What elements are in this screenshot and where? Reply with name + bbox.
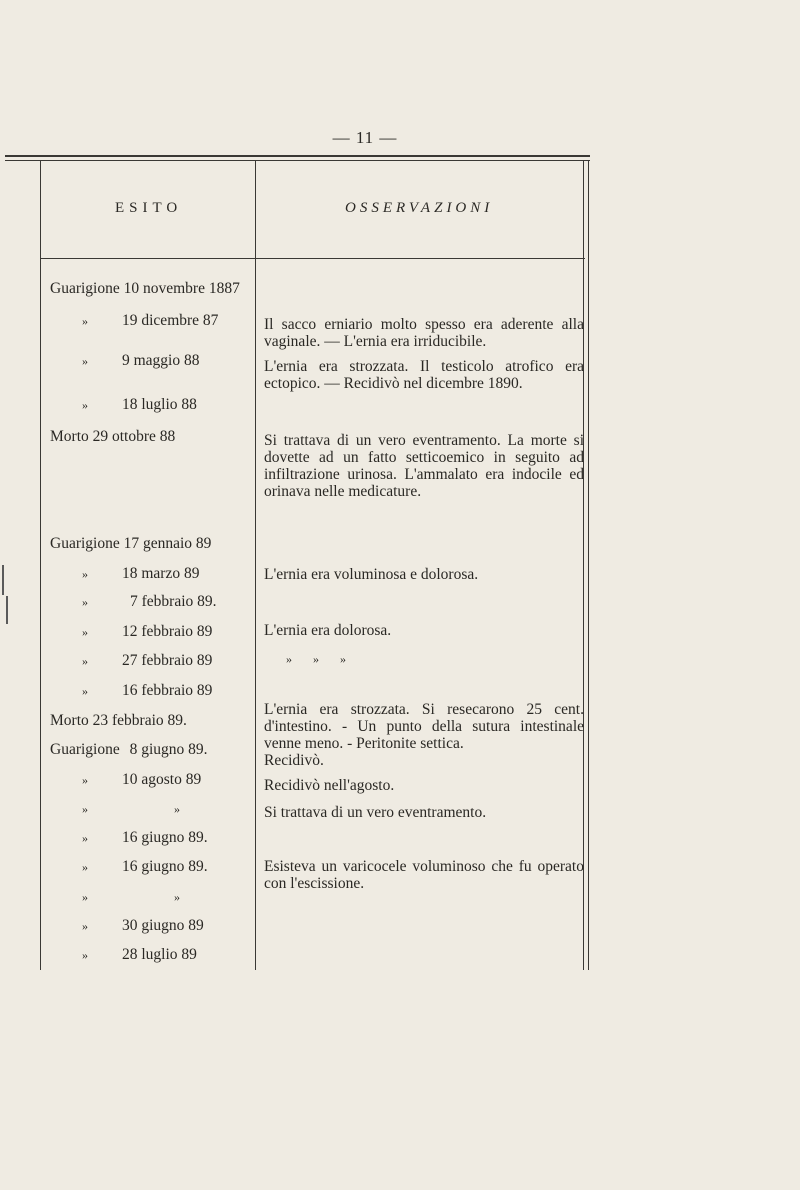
header-osservazioni: OSSERVAZIONI — [345, 200, 494, 216]
observation-text: Si trattava di un vero eventramento. La morte si dovette ad un fatto setticoemico in seguito ad infiltrazione urinosa. L'ammalato era indocile ed orinava nelle medicature. — [264, 432, 584, 500]
outcome-row: Guarigione 8 giugno 89. — [50, 741, 208, 758]
table-top-rule-thin — [5, 160, 590, 161]
outcome-row: » 12 febbraio 89 — [82, 623, 213, 640]
outcome-row: » 28 luglio 89 — [82, 946, 197, 963]
observation-text: Recidivò. — [264, 752, 324, 769]
outcome-row: » 18 luglio 88 — [82, 396, 197, 413]
outcome-row: » 10 agosto 89 — [82, 771, 202, 788]
outcome-row: » 27 febbraio 89 — [82, 652, 213, 669]
outcome-row: Morto 29 ottobre 88 — [50, 428, 176, 445]
outcome-row: Guarigione 17 gennaio 89 — [50, 535, 212, 552]
observation-text: L'ernia era voluminosa e dolorosa. — [264, 566, 479, 583]
outcome-row: » 16 febbraio 89 — [82, 682, 213, 699]
outcome-row: » 19 dicembre 87 — [82, 312, 219, 329]
header-esito: ESITO — [115, 200, 183, 216]
observation-text: L'ernia era strozzata. Il testicolo atrofico era ectopico. — Recidivò nel dicembre 1890. — [264, 358, 584, 392]
margin-mark — [2, 565, 4, 595]
observation-text: » » » — [286, 652, 346, 666]
table-top-rule — [5, 155, 590, 157]
outcome-row: » 18 marzo 89 — [82, 565, 200, 582]
table-left-border — [40, 160, 41, 970]
outcome-row: » 16 giugno 89. — [82, 858, 208, 875]
page-number: — 11 — — [332, 128, 398, 147]
outcome-row: Guarigione 10 novembre 1887 — [50, 280, 240, 297]
outcome-row: » » — [82, 802, 180, 816]
observation-text: Si trattava di un vero eventramento. — [264, 804, 487, 821]
table-right-border-outer — [588, 160, 589, 970]
observation-text: Esisteva un varicocele voluminoso che fu operato con l'escissione. — [264, 858, 584, 892]
outcome-row: » 7 febbraio 89. — [82, 593, 217, 610]
table-right-border — [583, 160, 584, 970]
outcome-row: » 30 giugno 89 — [82, 917, 204, 934]
margin-mark — [6, 596, 8, 624]
observation-text: L'ernia era dolorosa. — [264, 622, 392, 639]
observation-text: Il sacco erniario molto spesso era aderente alla vaginale. — L'ernia era irriducibile. — [264, 316, 584, 350]
observation-text: Recidivò nell'agosto. — [264, 777, 395, 794]
outcome-row: » » — [82, 890, 180, 904]
outcome-row: » 16 giugno 89. — [82, 829, 208, 846]
observation-text: L'ernia era strozzata. Si resecarono 25 cent. d'intestino. - Un punto della sutura intestinale venne meno. - Peritonite settica. — [264, 701, 584, 752]
column-divider — [255, 160, 256, 970]
outcome-row: Morto 23 febbraio 89. — [50, 712, 187, 729]
table-header-rule — [40, 258, 585, 259]
outcome-row: » 9 maggio 88 — [82, 352, 200, 369]
